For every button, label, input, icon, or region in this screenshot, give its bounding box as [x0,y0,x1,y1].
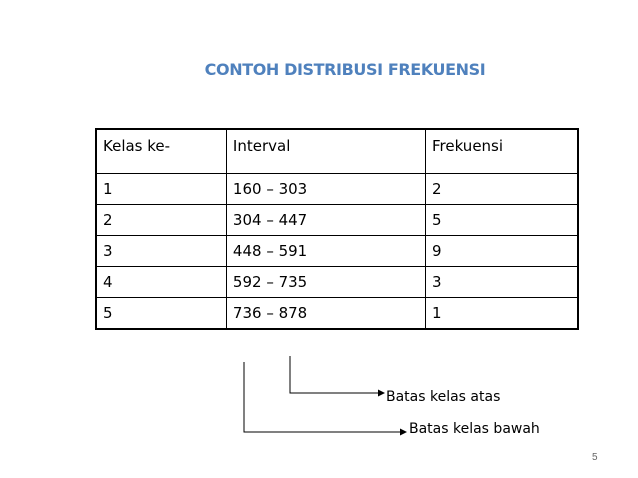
cell-frekuensi: 3 [425,266,578,297]
cell-interval: 592 – 735 [226,266,425,297]
cell-kelas: 3 [96,235,226,266]
header-frekuensi: Frekuensi [425,129,578,173]
slide-title: CONTOH DISTRIBUSI FREKUENSI [204,60,486,79]
cell-frekuensi: 1 [425,297,578,329]
lower-limit-arrow [244,362,406,432]
cell-frekuensi: 2 [425,173,578,204]
cell-kelas: 4 [96,266,226,297]
cell-interval: 160 – 303 [226,173,425,204]
cell-kelas: 2 [96,204,226,235]
lower-limit-label: Batas kelas bawah [409,421,540,437]
cell-interval: 736 – 878 [226,297,425,329]
header-kelas: Kelas ke- [96,129,226,173]
page-number: 5 [592,452,598,463]
cell-kelas: 5 [96,297,226,329]
cell-frekuensi: 9 [425,235,578,266]
upper-limit-label: Batas kelas atas [386,389,501,405]
cell-interval: 448 – 591 [226,235,425,266]
cell-kelas: 1 [96,173,226,204]
cell-interval: 304 – 447 [226,204,425,235]
cell-frekuensi: 5 [425,204,578,235]
header-interval: Interval [226,129,425,173]
upper-limit-arrow [290,356,384,393]
